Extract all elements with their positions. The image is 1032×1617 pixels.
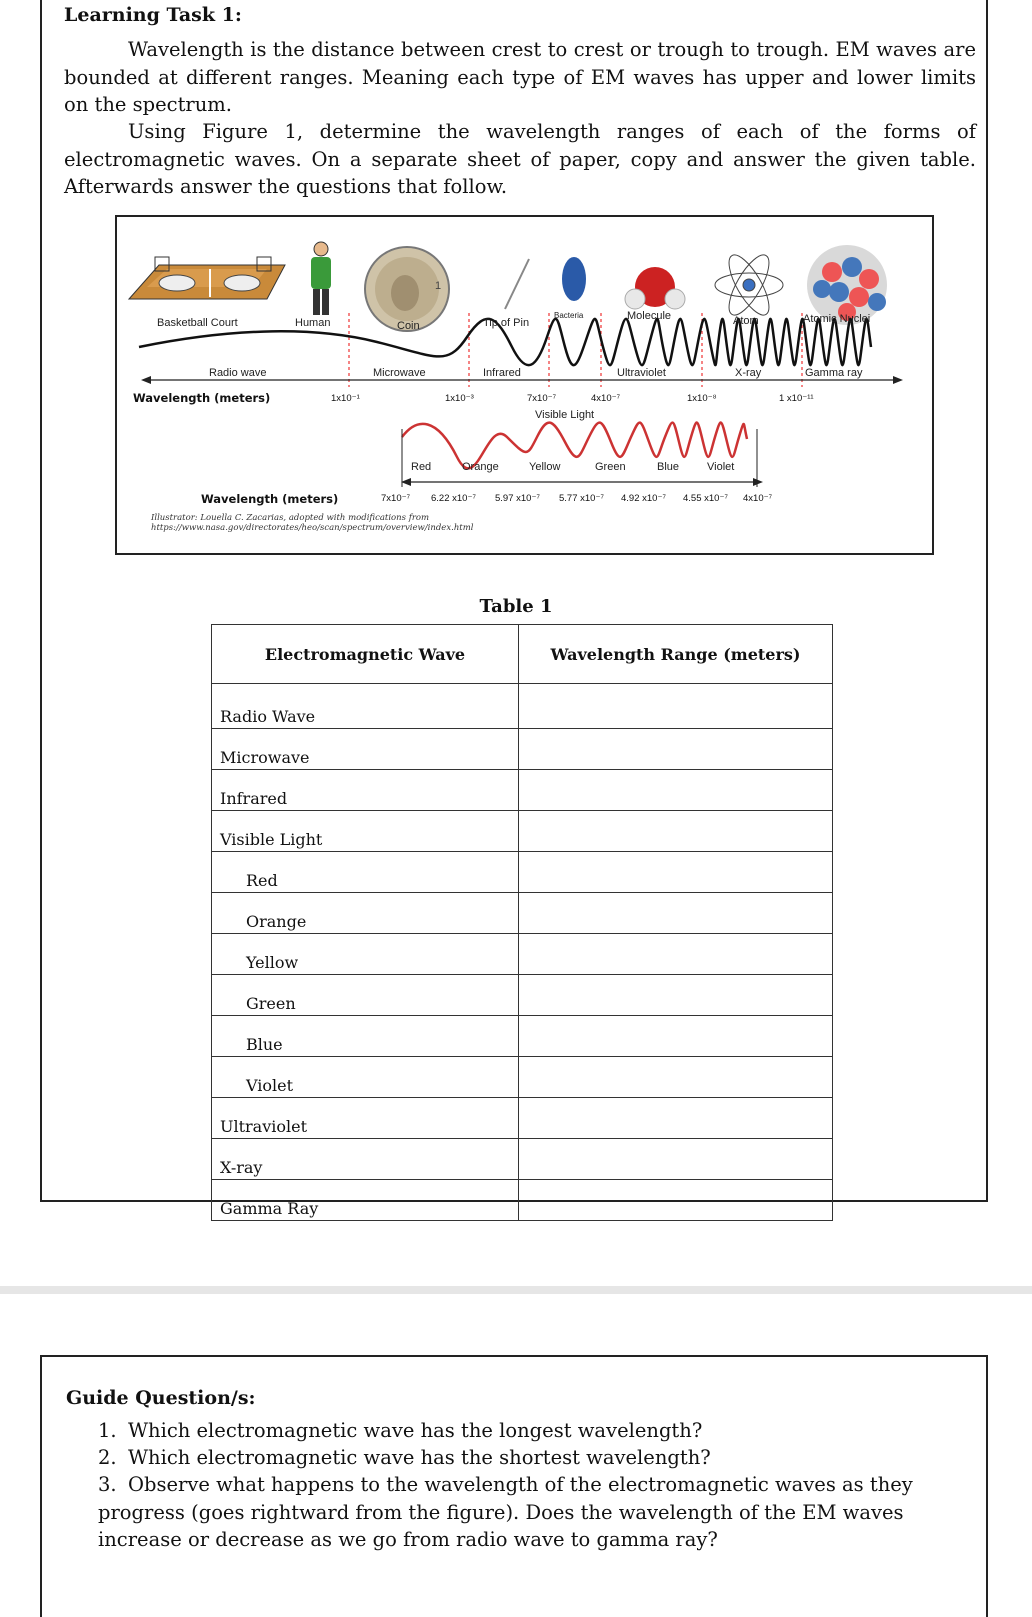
label-gamma-ray: Gamma ray: [805, 367, 863, 379]
table-row: [212, 1098, 833, 1139]
label-green: Green: [595, 461, 626, 473]
bacteria-image: [562, 257, 586, 301]
visible-wavelength-value: 4.55 x10⁻⁷: [683, 493, 728, 504]
label-bacteria: Bacteria: [554, 311, 584, 320]
coin-number: 1: [435, 280, 442, 292]
guide-questions-box: [40, 1355, 988, 1617]
table-row: [212, 1057, 833, 1098]
table-cell-range: [519, 684, 833, 729]
question-text: Which electromagnetic wave has the longest wavelength?: [128, 1419, 703, 1442]
table-cell-range: [519, 1180, 833, 1221]
table-cell-wave: Violet: [212, 1057, 519, 1098]
question-item: [98, 1471, 968, 1554]
label-infrared: Infrared: [483, 367, 521, 379]
instruction-paragraph: Using Figure 1, determine the wavelength ranges of each of the forms of electromagnetic waves. On a separate sheet of paper, copy and answer the given table. Afterwards answer the questions that follow.: [64, 120, 976, 198]
table-cell-wave: Blue: [212, 1016, 519, 1057]
label-ultraviolet: Ultraviolet: [617, 367, 666, 379]
table-cell-wave: Microwave: [212, 729, 519, 770]
table-cell-range: [519, 934, 833, 975]
table-row: [212, 1180, 833, 1221]
visible-wavelength-value: 6.22 x10⁻⁷: [431, 493, 476, 504]
page-divider: [0, 1286, 1032, 1294]
table-cell-wave: Orange: [212, 893, 519, 934]
label-orange: Orange: [462, 461, 499, 473]
table-cell-range: [519, 770, 833, 811]
figure-credit-url: https://www.nasa.gov/directorates/heo/scan/spectrum/overview/index.html: [151, 523, 474, 533]
visible-light-wave: [402, 423, 747, 469]
visible-wavelength-axis-label: Wavelength (meters): [201, 492, 339, 506]
em-wavelength-table: [211, 624, 833, 1221]
label-molecule: Molecule: [627, 310, 672, 322]
question-item: [98, 1417, 968, 1445]
question-number: 2.: [98, 1446, 117, 1469]
table-cell-wave: Gamma Ray: [212, 1180, 519, 1221]
table-cell-wave: Green: [212, 975, 519, 1016]
molecule-image: [625, 267, 685, 309]
figure-credit-line: Illustrator: Louella C. Zacarias, adopted with modifications from: [151, 513, 430, 523]
question-number: 3.: [98, 1473, 117, 1496]
label-atom: Atom: [733, 315, 759, 327]
table-header-row: [212, 625, 833, 684]
visible-wavelength-value: 5.97 x10⁻⁷: [495, 493, 540, 504]
label-x-ray: X-ray: [735, 367, 762, 379]
visible-wavelength-value: 7x10⁻⁷: [381, 493, 411, 504]
label-violet: Violet: [707, 461, 735, 473]
intro-paragraph: Wavelength is the distance between crest to crest or trough to trough. EM waves are bounded at different ranges. Meaning each type of EM waves has upper and lower limits on the spectrum.: [64, 38, 976, 116]
label-blue: Blue: [657, 461, 680, 473]
question-text: Which electromagnetic wave has the shortest wavelength?: [128, 1446, 711, 1469]
table-cell-wave: X-ray: [212, 1139, 519, 1180]
table-row: [212, 975, 833, 1016]
table-cell-range: [519, 1098, 833, 1139]
table-cell-wave: Ultraviolet: [212, 1098, 519, 1139]
label-red: Red: [411, 461, 432, 473]
task-title: Learning Task 1:: [64, 4, 242, 26]
label-yellow: Yellow: [529, 461, 561, 473]
table-row: [212, 893, 833, 934]
wavelength-axis-label: Wavelength (meters): [133, 391, 271, 405]
wavelength-value: 1x10⁻⁸: [687, 393, 717, 404]
label-tip-of-pin: Tip of Pin: [483, 317, 530, 329]
table-row: [212, 684, 833, 729]
table-cell-range: [519, 1057, 833, 1098]
pin-image: [505, 259, 529, 309]
figure-credit: [151, 513, 474, 533]
table-cell-range: [519, 1139, 833, 1180]
table-row: [212, 852, 833, 893]
label-microwave: Microwave: [373, 367, 426, 379]
wavelength-value: 1x10⁻³: [445, 393, 474, 404]
table-cell-range: [519, 893, 833, 934]
wavelength-value: 1 x10⁻¹¹: [779, 393, 814, 404]
table-row: [212, 811, 833, 852]
table-header: Electromagnetic Wave: [212, 625, 519, 684]
label-basketball-court: Basketball Court: [157, 317, 238, 329]
atom-image: [715, 250, 783, 321]
label-radio-wave: Radio wave: [209, 367, 267, 379]
guide-questions-title: Guide Question/s:: [66, 1387, 256, 1409]
visible-light-label: Visible Light: [535, 409, 595, 421]
table-cell-range: [519, 811, 833, 852]
table-row: [212, 1016, 833, 1057]
table-cell-range: [519, 852, 833, 893]
table-row: [212, 1139, 833, 1180]
table-row: [212, 934, 833, 975]
human-image: [311, 242, 331, 315]
wavelength-value: 1x10⁻¹: [331, 393, 360, 404]
table-caption: Table 1: [479, 596, 553, 617]
table-header: Wavelength Range (meters): [519, 625, 833, 684]
visible-wavelength-value: 5.77 x10⁻⁷: [559, 493, 604, 504]
table-row: [212, 729, 833, 770]
label-human: Human: [295, 317, 331, 329]
table-cell-range: [519, 975, 833, 1016]
label-coin: Coin: [397, 320, 420, 332]
em-spectrum-figure: [115, 215, 934, 555]
wavelength-value: 4x10⁻⁷: [591, 393, 621, 404]
table-row: [212, 770, 833, 811]
visible-wavelength-value: 4.92 x10⁻⁷: [621, 493, 666, 504]
table-cell-wave: Yellow: [212, 934, 519, 975]
table-cell-wave: Visible Light: [212, 811, 519, 852]
visible-wavelength-value: 4x10⁻⁷: [743, 493, 773, 504]
table-cell-wave: Red: [212, 852, 519, 893]
label-atomic-nuclei: Atomic Nuclei: [803, 313, 871, 325]
wavelength-value: 7x10⁻⁷: [527, 393, 557, 404]
table-cell-wave: Radio Wave: [212, 684, 519, 729]
table-cell-range: [519, 729, 833, 770]
question-number: 1.: [98, 1419, 117, 1442]
table-cell-range: [519, 1016, 833, 1057]
question-text: Observe what happens to the wavelength of the electromagnetic waves as they progress (goes rightward from the figure). Does the wavelength of the EM waves increase or decrease as we go from radio wave to gamma ray?: [98, 1473, 913, 1551]
table-cell-wave: Infrared: [212, 770, 519, 811]
question-item: [98, 1444, 968, 1472]
basketball-court-image: [129, 257, 285, 299]
